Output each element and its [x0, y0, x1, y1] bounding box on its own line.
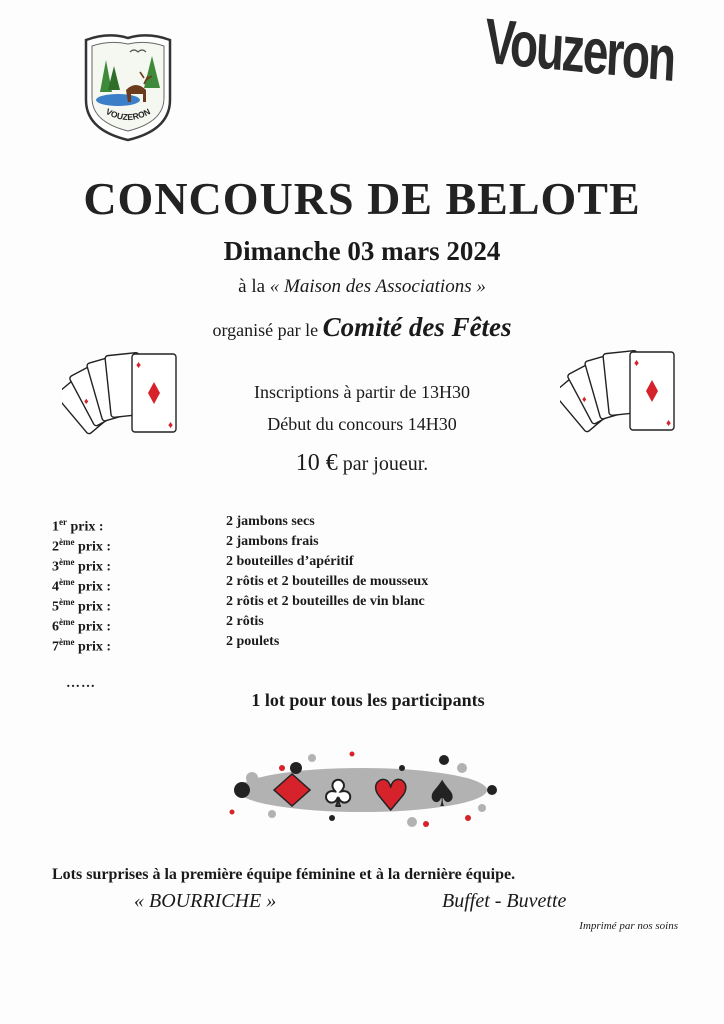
prize-rank: 4ème prix : [52, 577, 112, 595]
prize-description: 2 jambons secs [226, 514, 315, 529]
price-suffix: par joueur. [342, 453, 429, 475]
prize-rank: 3ème prix : [52, 557, 112, 575]
prize-description: 2 rôtis et 2 bouteilles de mousseux [226, 574, 429, 589]
svg-text:♠: ♠ [426, 774, 459, 815]
svg-text:♦: ♦ [136, 360, 142, 371]
svg-text:♥: ♥ [372, 771, 410, 820]
svg-text:♦: ♦ [168, 420, 174, 431]
event-date: Dimanche 03 mars 2024 [223, 236, 501, 266]
svg-text:♦: ♦ [666, 418, 672, 429]
organizer-prefix: organisé par le [212, 320, 319, 340]
card-suits-splash-icon [212, 738, 512, 838]
price-amount: 10 € [295, 450, 338, 476]
venue-name: « Maison des Associations » [269, 276, 486, 297]
crest-label: VOUZERON [104, 106, 152, 123]
prize-rank: 7ème prix : [52, 637, 112, 655]
bourriche-label: « BOURRICHE » [134, 890, 277, 912]
venue-prefix: à la [238, 276, 266, 297]
buffet-label: Buffet - Buvette [442, 890, 567, 912]
prize-description: 2 bouteilles d’apéritif [226, 554, 354, 569]
venue-line [0, 276, 724, 298]
printed-by: Imprimé par nos soins [579, 920, 678, 932]
ellipsis: …… [66, 676, 96, 691]
svg-text:♣: ♣ [322, 774, 355, 815]
start-time: Début du concours 14H30 [267, 414, 457, 434]
prize-description: 2 poulets [226, 634, 280, 649]
prize-rank: 2ème prix : [52, 537, 112, 555]
organizer-name: Comité des Fêtes [322, 312, 512, 342]
svg-text:♦: ♦ [582, 394, 587, 404]
event-title: CONCOURS DE BELOTE [83, 173, 641, 224]
surprise-lots: Lots surprises à la première équipe féminine et à la dernière équipe. [52, 866, 516, 883]
participants-lot: 1 lot pour tous les participants [251, 690, 485, 710]
prize-rank: 5ème prix : [52, 597, 112, 615]
registration-time: Inscriptions à partir de 13H30 [254, 382, 470, 402]
prize-rank: 6ème prix : [52, 617, 112, 635]
prize-rank: 1er prix : [52, 517, 104, 535]
town-name: Vouzeron [483, 4, 676, 95]
entry-price [0, 450, 724, 477]
prize-description: 2 rôtis et 2 bouteilles de vin blanc [226, 594, 425, 609]
vouzeron-crest-logo [78, 30, 178, 142]
organizer-line [0, 312, 724, 343]
prize-description: 2 rôtis [226, 614, 264, 629]
prize-description: 2 jambons frais [226, 534, 319, 549]
svg-text:♦: ♦ [84, 396, 89, 406]
svg-text:♦: ♦ [634, 358, 640, 369]
